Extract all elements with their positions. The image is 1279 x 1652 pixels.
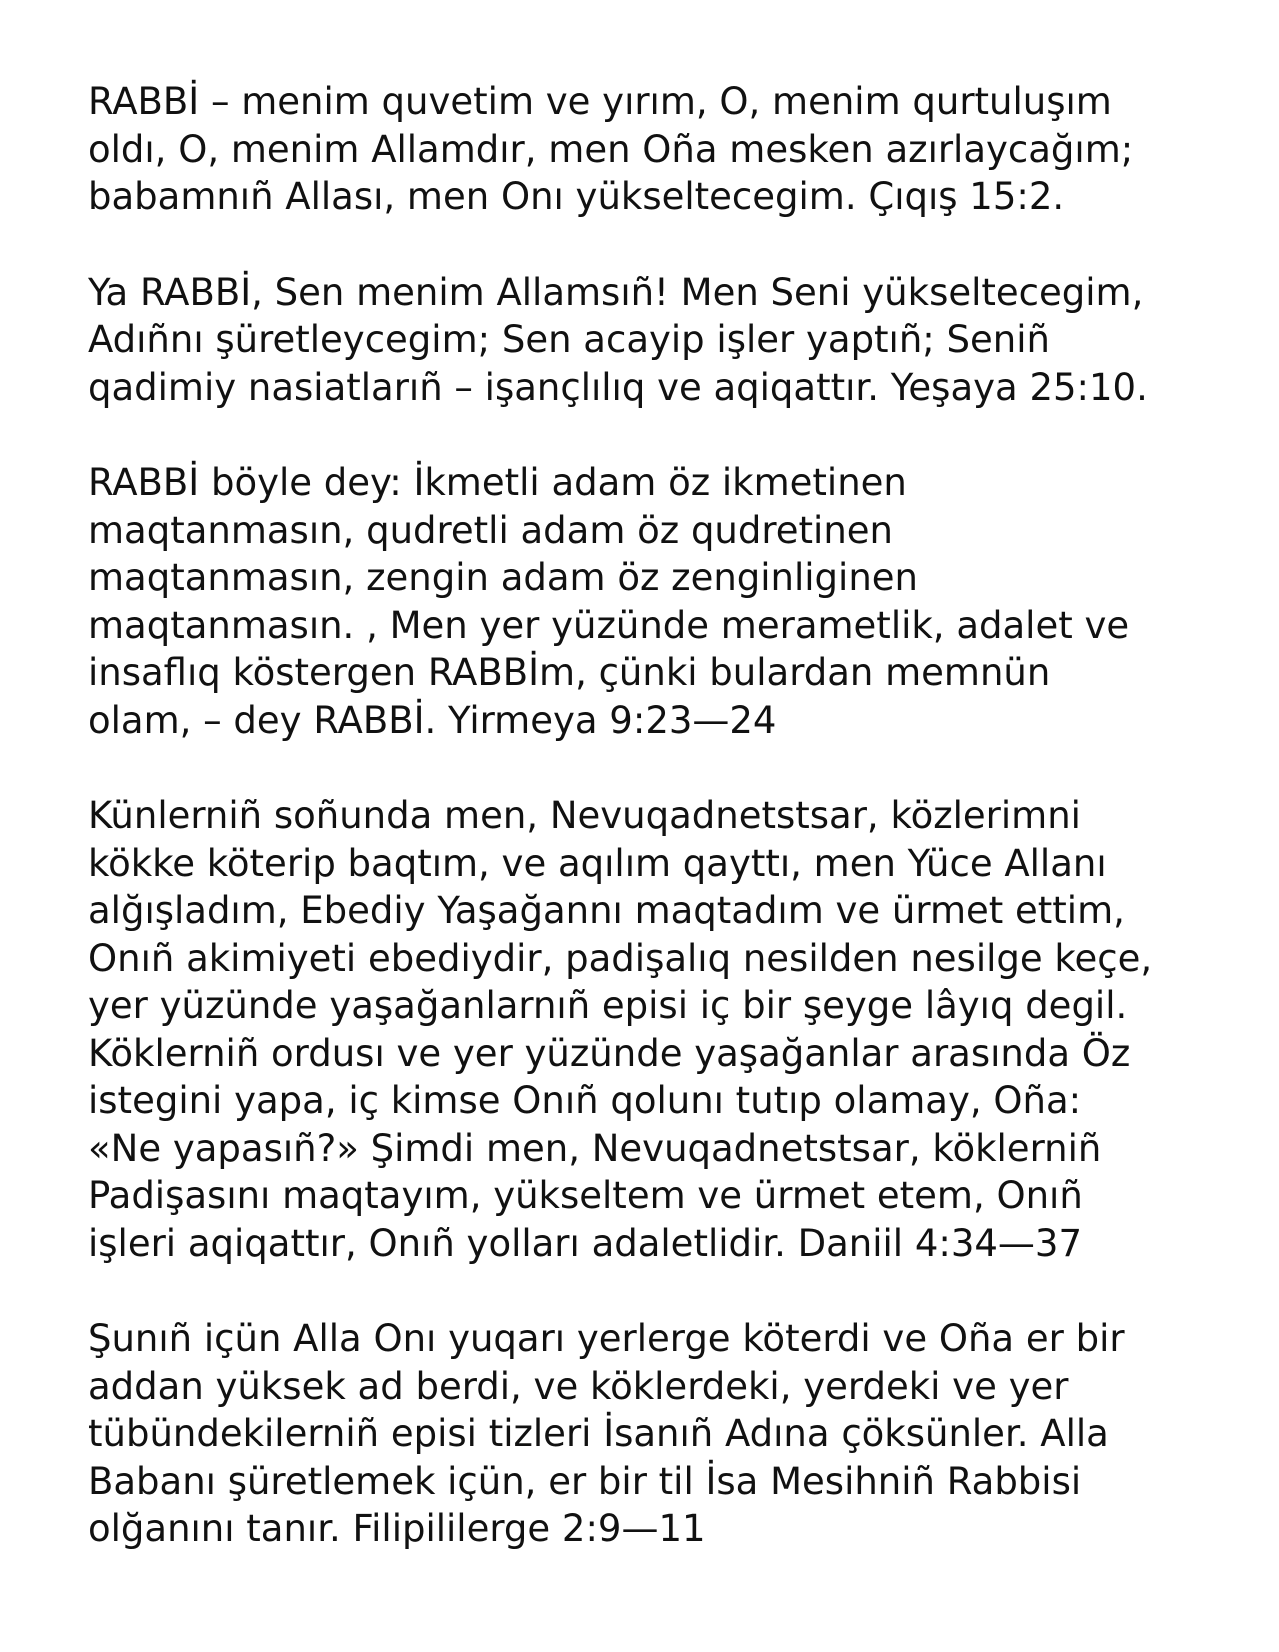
verse-paragraph-daniel — [88, 792, 1218, 1267]
text-line: qadimiy nasiatlarıñ – işançlılıq ve aqiqattır. Yeşaya 25:10. — [88, 365, 1148, 409]
verse-paragraph-philippians — [88, 1315, 1218, 1553]
text-line: Şunıñ içün Alla Onı yuqarı yerlerge köterdi ve Oña er bir — [88, 1317, 1125, 1360]
text-line: Onıñ akimiyeti ebediydir, padişalıq nesilden nesilge keçe, — [88, 936, 1153, 980]
verse-paragraph-isaiah — [88, 269, 1218, 412]
text-line: Adıñnı şüretleycegim; Sen acayip işler yaptıñ; Seniñ — [88, 318, 1050, 361]
text-line: kökke köterip baqtım, ve aqılım qayttı, men Yüce Allanı — [88, 841, 1107, 885]
verse-paragraph-jeremiah — [88, 459, 1218, 744]
document-page — [88, 78, 1218, 1601]
text-line: «Ne yapasıñ?» Şimdi men, Nevuqadnetstsar, köklerniñ — [88, 1126, 1102, 1170]
verse-paragraph-exodus — [88, 78, 1218, 221]
text-line: babamnıñ Allası, men Onı yükseltecegim. Çıqış 15:2. — [88, 175, 1065, 218]
text-line: maqtanmasın, qudretli adam öz qudretinen — [88, 508, 893, 552]
text-line: Padişasını maqtayım, yükseltem ve ürmet etem, Onıñ — [88, 1174, 1083, 1217]
text-line: alğışladım, Ebediy Yaşağannı maqtadım ve ürmet ettim, — [88, 889, 1125, 932]
text-line: Ya RABBİ, Sen menim Allamsıñ! Men Seni yükseltecegim, — [88, 270, 1144, 314]
text-line: insaflıq köstergen RABBİm, çünki bulardan memnün — [88, 651, 1051, 694]
text-line: tübündekilerniñ episi tizleri İsanıñ Adına çöksünler. Alla — [88, 1412, 1109, 1455]
text-line: Babanı şüretlemek içün, er bir til İsa Mesihniñ Rabbisi — [88, 1459, 1082, 1503]
text-line: maqtanmasın. , Men yer yüzünde merametlik, adalet ve — [88, 603, 1130, 647]
text-line: RABBİ böyle dey: İkmetli adam öz ikmetinen — [88, 461, 907, 504]
text-line: yer yüzünde yaşağanlarnıñ episi iç bir şeyge lâyıq degil. — [88, 984, 1128, 1027]
text-line: işleri aqiqattır, Onıñ yolları adaletlidir. Daniil 4:34—37 — [88, 1221, 1082, 1265]
text-line: maqtanmasın, zengin adam öz zenginliginen — [88, 556, 918, 599]
text-line: istegini yapa, iç kimse Onıñ qolunı tutıp olamay, Oña: — [88, 1079, 1082, 1122]
text-line: Künlerniñ soñunda men, Nevuqadnetstsar, közlerimni — [88, 794, 1081, 837]
text-line: RABBİ – menim quvetim ve yırım, O, menim qurtuluşım — [88, 80, 1112, 123]
text-line: addan yüksek ad berdi, ve köklerdeki, yerdeki ve yer — [88, 1364, 1069, 1408]
text-line: olğanını tanır. Filipililerge 2:9—11 — [88, 1507, 706, 1550]
text-line: oldı, O, menim Allamdır, men Oña mesken azırlaycağım; — [88, 127, 1134, 171]
text-line: olam, – dey RABBİ. Yirmeya 9:23—24 — [88, 698, 777, 742]
text-line: Köklerniñ ordusı ve yer yüzünde yaşağanlar arasında Öz — [88, 1031, 1131, 1075]
